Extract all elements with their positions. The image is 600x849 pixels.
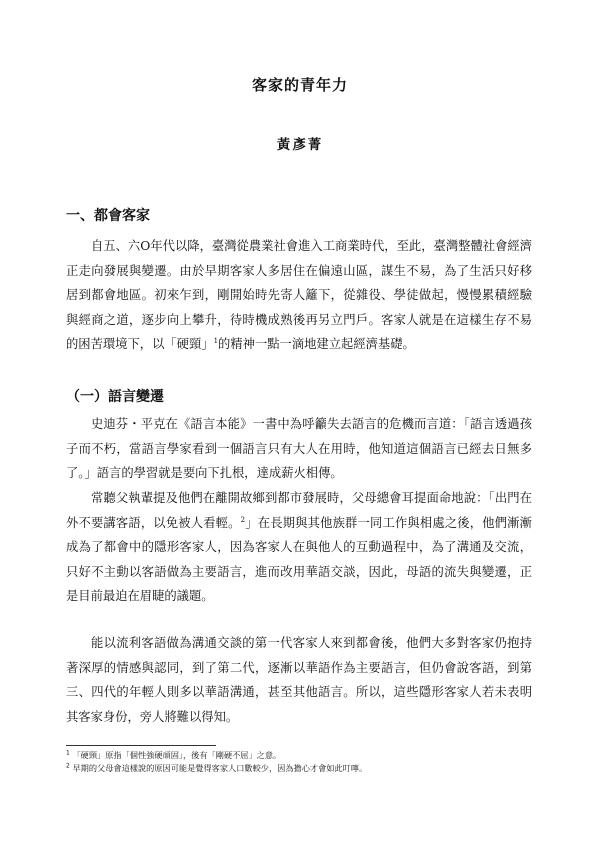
author-name: 黃彥菁 (276, 137, 324, 153)
footnote-ref-1: 1 (213, 336, 219, 345)
paragraph-text: 的精神一點一滴地建立起經濟基礎。 (218, 337, 415, 351)
footnote-1 (66, 749, 536, 762)
footnote-text: 早期的父母會這樣說的原因可能是覺得客家人口數較少，因為擔心才會如此叮嚀。 (72, 763, 368, 773)
paragraph-invisible-hakka: 能以流利客語做為溝通交談的第一代客家人來到都會後，他們大多對客家仍抱持著深厚的情感與認同，到了第二代，逐漸以華語作為主要語言，但仍會說客語，到第三、四代的年輕人則多以華語溝通，甚至其他語言。所以，這些隱形客家人若未表明其客家身份，旁人將難以得知。 (66, 636, 532, 724)
section-heading-urban-hakka: 一、都會客家 (66, 208, 150, 224)
footnote-divider (66, 745, 216, 746)
footnotes (66, 749, 536, 775)
paragraph-text: 自五、六O年代以降，臺灣從農業社會進入工商業時代，至此，臺灣整體社會經濟正走向發展與變遷。由於早期客家人多居住在偏遠山區，謀生不易，為了生活只好移居到都會地區。初來乍到，剛開始時先寄人籬下，從雜役、學徒做起，慢慢累積經驗與經商之道，逐步向上攀升，待時機成熟後再另立門戶。客家人就是在這樣生存不易的困苦環境下，以「硬頸」 (66, 239, 532, 351)
footnote-number: 2 (66, 762, 70, 770)
paragraph-urban-hakka (66, 234, 532, 357)
section-heading-language-change: （一）語言變遷 (66, 389, 164, 405)
footnote-number: 1 (66, 749, 70, 757)
footnote-text: 「硬頸」原指「個性強硬頑固」，後有「剛硬不屈」之意。 (72, 750, 282, 760)
paragraph-language-instinct: 史迪芬・平克在《語言本能》一書中為呼籲失去語言的危機而言道：「語言透過孩子而不朽，當語言學家看到一個語言只有大人在用時，他知道這個語言已經去日無多了。」語言的學習就是要向下扎根，達成薪火相傳。 (66, 417, 532, 480)
footnote-2 (66, 762, 536, 775)
paragraph-parents-advice (66, 486, 532, 609)
paragraph-text: 」在長期與其他族群一同工作與相處之後，他們漸漸成為了都會中的隱形客家人，因為客家人在與他人的互動過程中，為了溝通及交流，只好不主動以客語做為主要語言，進而改用華語交談，因此，母語的流失與變遷，正是目前最迫在眉睫的議題。 (66, 515, 532, 603)
paragraph-text: 常聽父執輩提及他們在離開故鄉到都市發展時，父母總會耳提面命地說：「出門在外不要講客語，以免被人看輕。 (66, 491, 532, 530)
footnote-ref-2: 2 (240, 515, 246, 524)
document-title: 客家的青年力 (251, 76, 348, 94)
